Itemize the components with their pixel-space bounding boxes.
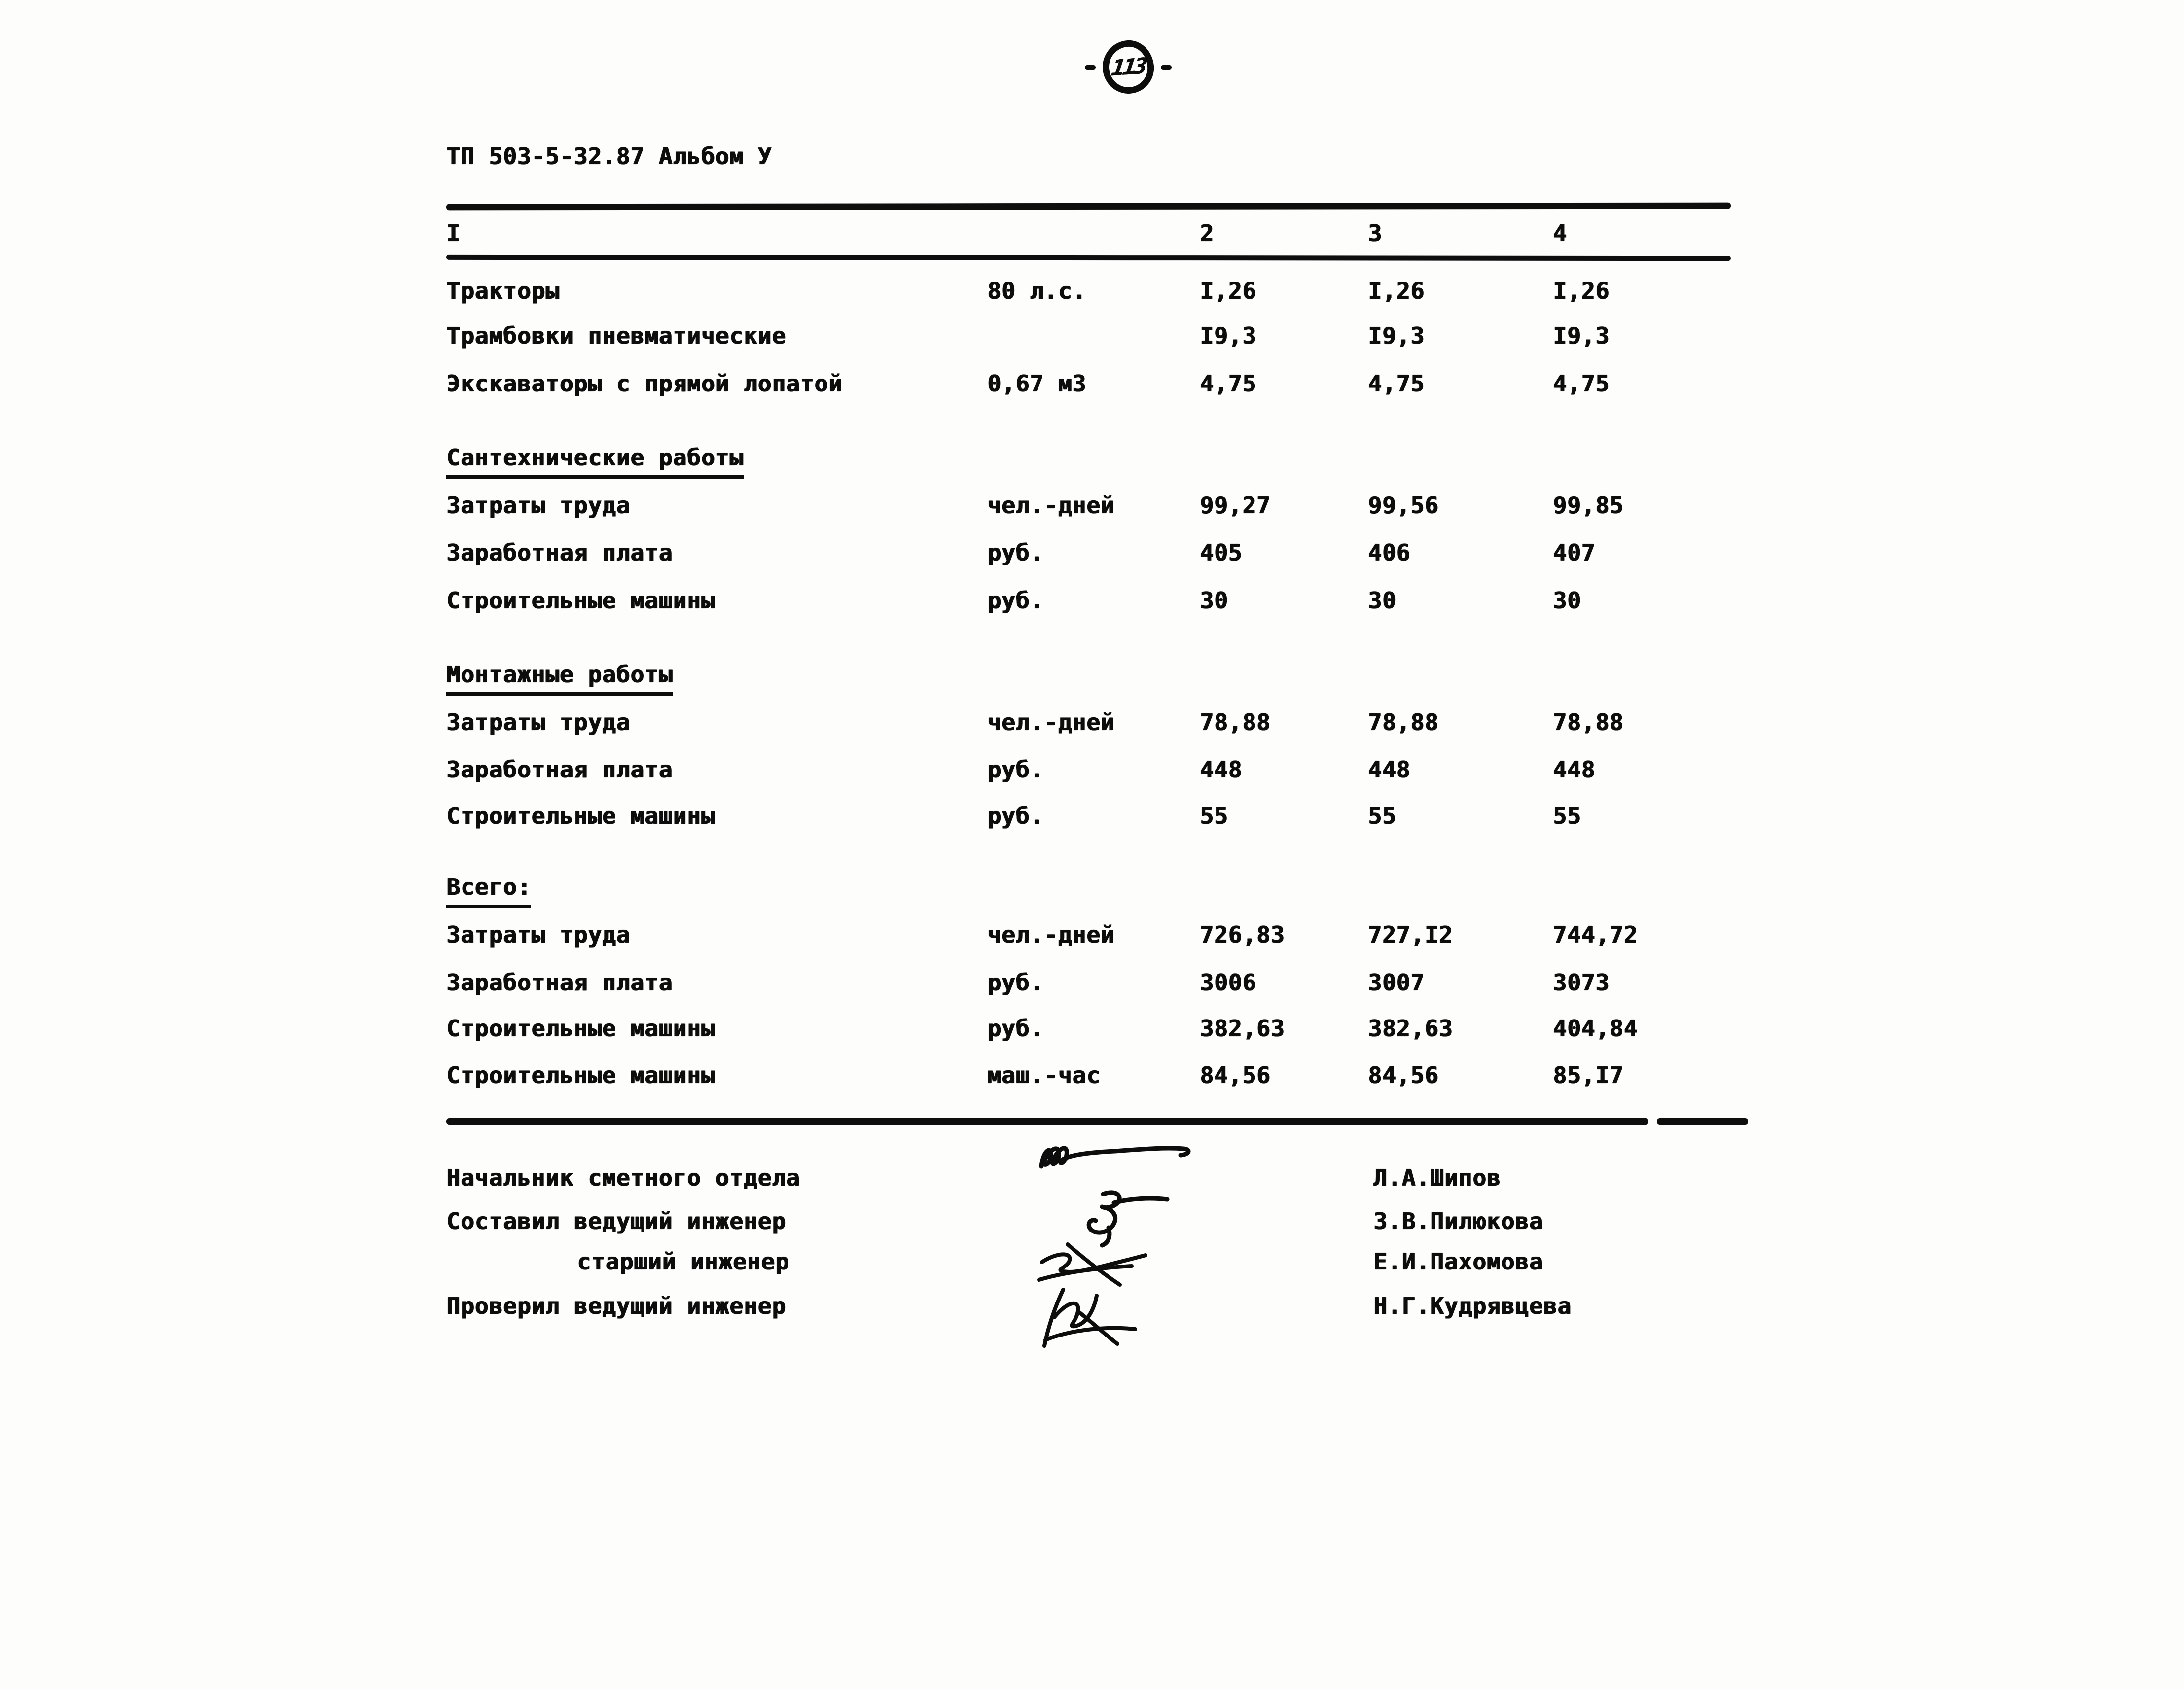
row-label: Строительные машины (446, 1062, 716, 1089)
table-header-rule (446, 255, 1731, 261)
table-row (446, 588, 1731, 613)
page-number-circle (1101, 39, 1155, 96)
row-unit: руб. (987, 756, 1044, 783)
row-value: 448 (1200, 756, 1243, 783)
section-heading: Всего: (446, 874, 531, 908)
row-value: 405 (1200, 539, 1243, 566)
row-value: 726,83 (1200, 921, 1285, 948)
row-value: 30 (1200, 587, 1228, 614)
section-heading-row (446, 875, 1731, 900)
row-value: I9,3 (1368, 322, 1425, 349)
row-value: 448 (1553, 756, 1596, 783)
row-value: 30 (1368, 587, 1396, 614)
cost-summary-table (446, 197, 1748, 1163)
row-value: 448 (1368, 756, 1411, 783)
table-row (446, 970, 1731, 995)
signature-role: Проверил ведущий инженер (446, 1293, 786, 1319)
row-value: 4,75 (1368, 370, 1425, 397)
row-label: Затраты труда (446, 492, 631, 519)
column-header-4: 4 (1553, 220, 1567, 246)
row-label: Строительные машины (446, 803, 716, 829)
row-value: 727,I2 (1368, 921, 1453, 948)
row-value: 382,63 (1368, 1015, 1453, 1042)
row-label: Строительные машины (446, 587, 716, 614)
row-label: Экскаваторы с прямой лопатой (446, 370, 843, 397)
row-value: 99,85 (1553, 492, 1624, 519)
row-unit: 0,67 м3 (987, 370, 1086, 397)
table-row (446, 279, 1731, 304)
row-value: 78,88 (1368, 709, 1439, 736)
document-title: ТП 503-5-32.87 Альбом У (446, 143, 772, 170)
row-value: 99,56 (1368, 492, 1439, 519)
column-header-3: 3 (1368, 220, 1382, 246)
row-label: Заработная плата (446, 756, 673, 783)
signature-name: Е.И.Пахомова (1373, 1248, 1543, 1275)
table-row (446, 922, 1731, 948)
row-unit: руб. (987, 587, 1044, 614)
row-unit: маш.-час (987, 1062, 1101, 1089)
row-value: 404,84 (1553, 1015, 1638, 1042)
signature-role: Составил ведущий инженер (446, 1208, 786, 1234)
signature-scribble (1031, 1281, 1144, 1352)
signature-name: З.В.Пилюкова (1373, 1208, 1543, 1234)
table-row (446, 493, 1731, 518)
row-value: 744,72 (1553, 921, 1638, 948)
signature-role: старший инженер (577, 1248, 789, 1275)
table-top-rule (446, 203, 1731, 211)
row-label: Тракторы (446, 278, 560, 304)
row-value: 84,56 (1200, 1062, 1271, 1089)
row-unit: руб. (987, 803, 1044, 829)
table-row (446, 1063, 1731, 1088)
row-label: Трамбовки пневматические (446, 322, 786, 349)
row-unit: чел.-дней (987, 709, 1115, 736)
table-row (446, 1016, 1731, 1041)
signature-block (446, 1143, 1876, 1419)
row-value: 3073 (1553, 969, 1610, 996)
row-value: I,26 (1200, 278, 1256, 304)
table-row (446, 710, 1731, 735)
section-heading: Монтажные работы (446, 661, 673, 696)
row-value: 99,27 (1200, 492, 1271, 519)
row-value: 55 (1553, 803, 1581, 829)
row-value: 78,88 (1553, 709, 1624, 736)
row-unit: чел.-дней (987, 492, 1115, 519)
row-value: I9,3 (1553, 322, 1610, 349)
row-value: 55 (1200, 803, 1228, 829)
row-label: Строительные машины (446, 1015, 716, 1042)
row-unit: руб. (987, 1015, 1044, 1042)
row-value: 3007 (1368, 969, 1425, 996)
table-row (446, 804, 1731, 829)
row-value: 84,56 (1368, 1062, 1439, 1089)
row-value: 4,75 (1200, 370, 1256, 397)
table-row (446, 371, 1731, 396)
row-value: 55 (1368, 803, 1396, 829)
signature-scribble (1036, 1139, 1198, 1177)
table-row (446, 757, 1731, 782)
row-label: Заработная плата (446, 969, 673, 996)
table-row (446, 540, 1731, 565)
column-header-1: I (446, 220, 461, 246)
row-unit (987, 323, 1200, 349)
row-value: 78,88 (1200, 709, 1271, 736)
row-value: 382,63 (1200, 1015, 1285, 1042)
row-label: Затраты труда (446, 709, 631, 736)
page-number: 113 (1110, 53, 1147, 81)
row-unit: руб. (987, 539, 1044, 566)
column-header-2: 2 (1200, 220, 1214, 246)
signature-name: Л.А.Шипов (1373, 1164, 1501, 1191)
row-value: 407 (1553, 539, 1596, 566)
row-value: 85,I7 (1553, 1062, 1624, 1089)
row-label: Заработная плата (446, 539, 673, 566)
section-heading-row (446, 445, 1731, 470)
table-bottom-rule (446, 1118, 1748, 1125)
row-value: 406 (1368, 539, 1411, 566)
row-unit: 80 л.с. (987, 278, 1086, 304)
row-value: I9,3 (1200, 322, 1256, 349)
section-heading: Сантехнические работы (446, 444, 744, 479)
signature-name: Н.Г.Кудрявцева (1373, 1293, 1572, 1319)
table-row (446, 323, 1731, 349)
signature-role: Начальник сметного отдела (446, 1164, 800, 1191)
row-value: 4,75 (1553, 370, 1610, 397)
table-header-row (446, 221, 1731, 246)
row-value: I,26 (1368, 278, 1425, 304)
dash-right (1161, 65, 1172, 70)
dash-left (1085, 65, 1096, 70)
section-heading-row (446, 662, 1731, 687)
row-unit: руб. (987, 969, 1044, 996)
row-unit: чел.-дней (987, 921, 1115, 948)
page-number-stamp (1085, 40, 1172, 94)
row-value: I,26 (1553, 278, 1610, 304)
row-value: 3006 (1200, 969, 1256, 996)
row-label: Затраты труда (446, 921, 631, 948)
row-value: 30 (1553, 587, 1581, 614)
